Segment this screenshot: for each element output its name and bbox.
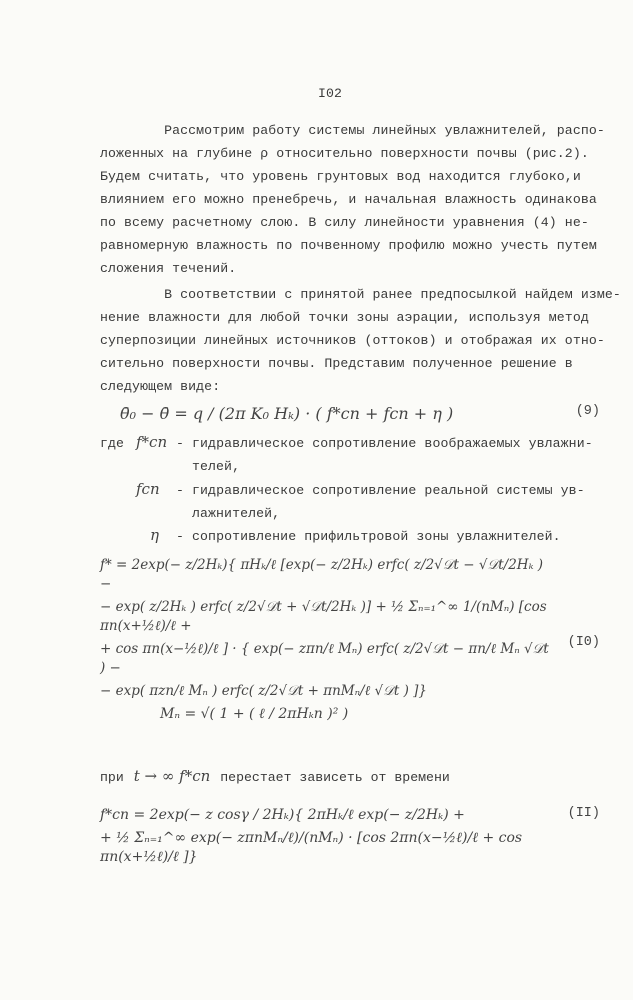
equation-9: θ̄₀ − θ̄ = q / (2π K₀ Hₖ) · ( f*сп + fсп + η ) bbox=[120, 404, 454, 423]
text-line: Рассмотрим работу системы линейных увлажнителей, распо- bbox=[100, 123, 605, 138]
symbol: η bbox=[150, 526, 159, 544]
definition-cont: лажнителей, bbox=[192, 506, 281, 521]
text-line: Будем считать, что уровень грунтовых вод находится глубоко,и bbox=[100, 169, 581, 184]
equation-number: (I0) bbox=[567, 634, 600, 650]
formula: t → ∞ f*сп bbox=[133, 767, 211, 785]
definition: - гидравлическое сопротивление реальной системы ув- bbox=[176, 483, 585, 498]
text-line: сложения течений. bbox=[100, 261, 237, 276]
text-line: ложенных на глубине ρ относительно поверхности почвы (рис.2). bbox=[100, 146, 589, 161]
equation-line: − exp( πzn/ℓ Mₙ ) erfc( z/2√𝒟t + πnMₙ/ℓ √𝒟t ) ]} bbox=[100, 683, 428, 699]
text-line: влиянием его можно пренебречь, и начальная влажность одинакова bbox=[100, 192, 597, 207]
equation-line: − exp( z/2Hₖ ) erfc( z/2√𝒟t + √𝒟t/2Hₖ )] + ½ Σₙ₌₁^∞ 1/(nMₙ) [cos πn(x+½ℓ)/ℓ + bbox=[100, 599, 547, 634]
equation-number: (9) bbox=[575, 404, 600, 419]
equation-11 bbox=[100, 806, 600, 871]
text-line: по всему расчетному слою. В силу линейности уравнения (4) не- bbox=[100, 215, 589, 230]
text-line: суперпозиции линейных источников (оттоков) и отображая их отно- bbox=[100, 333, 605, 348]
equation-line: Mₙ = √( 1 + ( ℓ / 2πHₖn )² ) bbox=[160, 706, 349, 722]
equation-line: f* = 2exp(− z/2Hₖ){ πHₖ/ℓ [exp(− z/2Hₖ) erfc( z/2√𝒟t − √𝒟t/2Hₖ ) − bbox=[100, 557, 544, 592]
definition-cont: телей, bbox=[192, 459, 241, 474]
equation-line: + cos πn(x−½ℓ)/ℓ ] · { exp(− zπn/ℓ Mₙ) erfc( z/2√𝒟t − πn/ℓ Mₙ √𝒟t ) − bbox=[100, 641, 549, 676]
equation-line: f*сп = 2exp(− z cosγ / 2Hₖ){ 2πHₖ/ℓ exp(− z/2Hₖ) + bbox=[100, 807, 465, 823]
text: перестает зависеть от времени bbox=[220, 770, 450, 785]
text-line: сительно поверхности почвы. Представим полученное решение в bbox=[100, 356, 573, 371]
text-line: В соответствии с принятой ранее предпосылкой найдем изме- bbox=[100, 287, 621, 302]
definition: - сопротивление прифильтровой зоны увлажнителей. bbox=[176, 529, 561, 544]
equation-number: (II) bbox=[567, 806, 600, 821]
equation-10 bbox=[100, 556, 600, 728]
limit-line bbox=[100, 767, 450, 785]
text-line: нение влажности для любой точки зоны аэрации, используя метод bbox=[100, 310, 589, 325]
text: при bbox=[100, 770, 124, 785]
symbol: f*сп bbox=[136, 433, 168, 451]
equation-9-row bbox=[120, 404, 600, 423]
page-number: I02 bbox=[318, 86, 343, 101]
definition: - гидравлическое сопротивление воображаемых увлажни- bbox=[176, 436, 593, 451]
where-word: где bbox=[100, 436, 125, 451]
symbol: fсп bbox=[136, 480, 160, 498]
text-line: равномерную влажность по почвенному профилю можно учесть путем bbox=[100, 238, 597, 253]
equation-line: + ½ Σₙ₌₁^∞ exp(− zπnMₙ/ℓ)/(nMₙ) · [cos 2πn(x−½ℓ)/ℓ + cos πn(x+½ℓ)/ℓ ]} bbox=[100, 830, 523, 865]
text-line: следующем виде: bbox=[100, 379, 221, 394]
